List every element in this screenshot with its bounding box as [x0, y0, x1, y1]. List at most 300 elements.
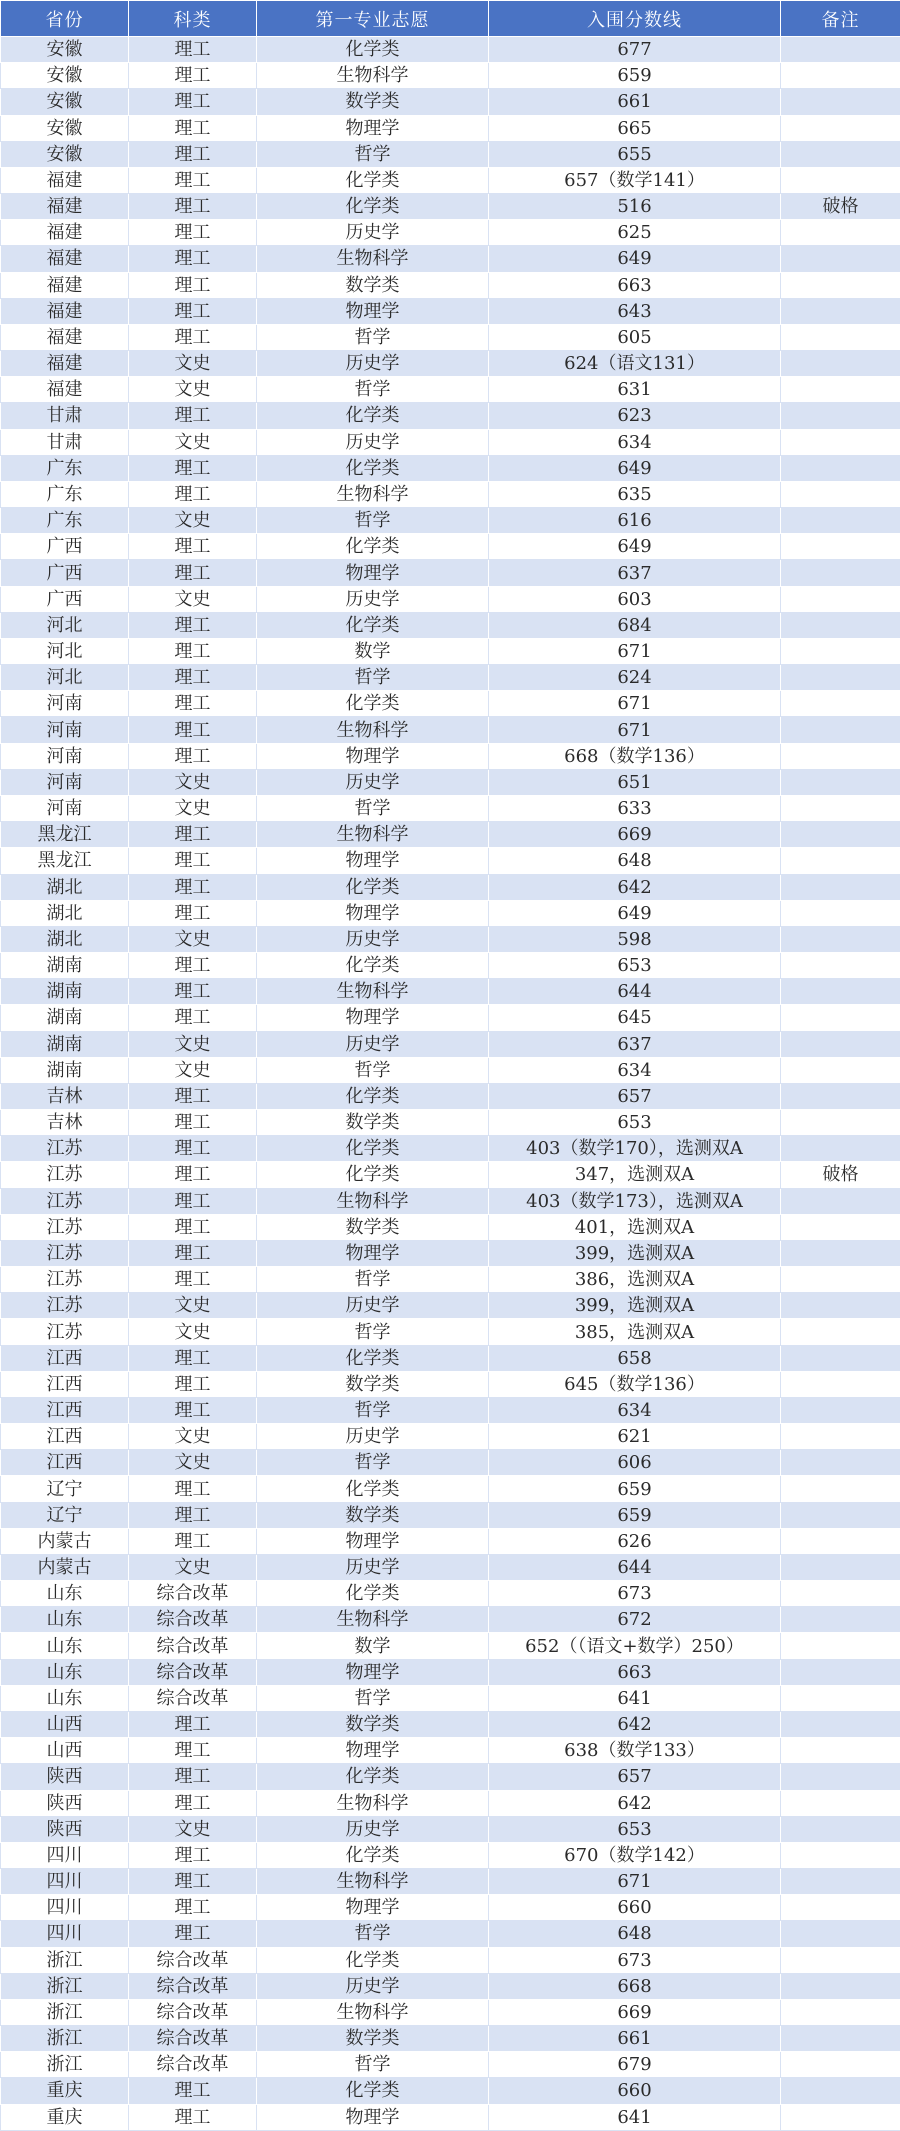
table-row [1, 1502, 900, 1528]
cell-province: 江苏 [1, 1214, 129, 1240]
cell-remarks [781, 1633, 900, 1659]
cell-first-major: 数学类 [257, 89, 489, 115]
cell-cutoff-score: 668（数学136） [489, 743, 781, 769]
cell-category: 综合改革 [129, 1607, 257, 1633]
cell-remarks [781, 953, 900, 979]
cell-province: 广西 [1, 560, 129, 586]
table-row [1, 1214, 900, 1240]
table-row [1, 2078, 900, 2104]
cell-remarks [781, 1502, 900, 1528]
cell-remarks [781, 167, 900, 193]
table-row [1, 822, 900, 848]
cell-remarks [781, 1738, 900, 1764]
cell-first-major: 物理学 [257, 743, 489, 769]
cell-remarks [781, 612, 900, 638]
cell-first-major: 生物科学 [257, 822, 489, 848]
cell-province: 江苏 [1, 1319, 129, 1345]
cell-remarks [781, 822, 900, 848]
table-body [1, 37, 900, 2131]
cell-province: 江西 [1, 1450, 129, 1476]
table-row [1, 324, 900, 350]
cell-category: 理工 [129, 1214, 257, 1240]
cell-province: 福建 [1, 377, 129, 403]
cell-first-major: 数学类 [257, 1110, 489, 1136]
cell-category: 理工 [129, 141, 257, 167]
cell-category: 文史 [129, 1450, 257, 1476]
cell-category: 理工 [129, 665, 257, 691]
cell-province: 四川 [1, 1895, 129, 1921]
cell-remarks [781, 1031, 900, 1057]
cell-cutoff-score: 645 [489, 1005, 781, 1031]
cell-province: 安徽 [1, 115, 129, 141]
cell-remarks [781, 63, 900, 89]
table-row [1, 1633, 900, 1659]
cell-remarks [781, 1345, 900, 1371]
table-row [1, 1869, 900, 1895]
cell-first-major: 生物科学 [257, 717, 489, 743]
cell-first-major: 化学类 [257, 455, 489, 481]
cell-province: 福建 [1, 351, 129, 377]
cell-cutoff-score: 651 [489, 769, 781, 795]
cell-first-major: 哲学 [257, 324, 489, 350]
cell-first-major: 历史学 [257, 1973, 489, 1999]
cell-cutoff-score: 671 [489, 638, 781, 664]
cell-remarks [781, 272, 900, 298]
cell-province: 福建 [1, 220, 129, 246]
cell-province: 福建 [1, 194, 129, 220]
table-row [1, 769, 900, 795]
cell-cutoff-score: 624 [489, 665, 781, 691]
cell-province: 湖北 [1, 926, 129, 952]
cell-remarks [781, 1528, 900, 1554]
cell-cutoff-score: 649 [489, 534, 781, 560]
cell-province: 吉林 [1, 1110, 129, 1136]
cell-first-major: 历史学 [257, 351, 489, 377]
cell-category: 综合改革 [129, 1581, 257, 1607]
cell-province: 广东 [1, 455, 129, 481]
cell-first-major: 化学类 [257, 167, 489, 193]
table-row [1, 665, 900, 691]
cell-category: 文史 [129, 769, 257, 795]
cell-category: 理工 [129, 1005, 257, 1031]
cell-province: 河南 [1, 743, 129, 769]
cell-remarks [781, 1999, 900, 2025]
cell-remarks [781, 455, 900, 481]
cell-remarks [781, 1397, 900, 1423]
cell-cutoff-score: 653 [489, 953, 781, 979]
cell-province: 福建 [1, 298, 129, 324]
cell-first-major: 数学 [257, 1633, 489, 1659]
cell-remarks [781, 1895, 900, 1921]
cell-first-major: 哲学 [257, 665, 489, 691]
cell-cutoff-score: 671 [489, 691, 781, 717]
table-row [1, 1685, 900, 1711]
cell-cutoff-score: 603 [489, 586, 781, 612]
cell-category: 理工 [129, 37, 257, 63]
table-row [1, 1842, 900, 1868]
cell-remarks [781, 508, 900, 534]
cell-cutoff-score: 665 [489, 115, 781, 141]
cell-remarks [781, 1921, 900, 1947]
cell-first-major: 哲学 [257, 795, 489, 821]
cell-first-major: 历史学 [257, 586, 489, 612]
cell-province: 四川 [1, 1921, 129, 1947]
cell-category: 理工 [129, 1162, 257, 1188]
cell-first-major: 化学类 [257, 691, 489, 717]
cell-category: 理工 [129, 89, 257, 115]
cell-first-major: 生物科学 [257, 1607, 489, 1633]
cell-first-major: 历史学 [257, 1031, 489, 1057]
cell-category: 理工 [129, 560, 257, 586]
cell-remarks [781, 926, 900, 952]
cell-cutoff-score: 637 [489, 1031, 781, 1057]
cell-category: 综合改革 [129, 1999, 257, 2025]
cell-category: 理工 [129, 822, 257, 848]
cell-province: 福建 [1, 167, 129, 193]
cell-category: 文史 [129, 586, 257, 612]
cell-remarks [781, 2104, 900, 2130]
cell-category: 理工 [129, 1136, 257, 1162]
table-row [1, 220, 900, 246]
cell-province: 陕西 [1, 1790, 129, 1816]
cell-cutoff-score: 648 [489, 1921, 781, 1947]
cell-remarks [781, 1554, 900, 1580]
cell-category: 综合改革 [129, 1659, 257, 1685]
cell-category: 文史 [129, 377, 257, 403]
cell-first-major: 哲学 [257, 141, 489, 167]
cell-remarks [781, 37, 900, 63]
cell-province: 河南 [1, 769, 129, 795]
table-row [1, 1764, 900, 1790]
cell-cutoff-score: 668 [489, 1973, 781, 1999]
cell-province: 江苏 [1, 1136, 129, 1162]
cell-province: 辽宁 [1, 1476, 129, 1502]
cell-first-major: 生物科学 [257, 63, 489, 89]
cell-remarks [781, 1659, 900, 1685]
table-row [1, 560, 900, 586]
cell-cutoff-score: 648 [489, 848, 781, 874]
table-row [1, 1607, 900, 1633]
cell-cutoff-score: 652（（语文+数学）250） [489, 1633, 781, 1659]
cell-cutoff-score: 684 [489, 612, 781, 638]
cell-remarks [781, 560, 900, 586]
cell-cutoff-score: 403（数学170），选测双A [489, 1136, 781, 1162]
table-row [1, 953, 900, 979]
cell-cutoff-score: 653 [489, 1816, 781, 1842]
cell-remarks [781, 1476, 900, 1502]
cell-cutoff-score: 671 [489, 717, 781, 743]
cell-cutoff-score: 624（语文131） [489, 351, 781, 377]
cell-first-major: 历史学 [257, 1293, 489, 1319]
cell-cutoff-score: 347，选测双A [489, 1162, 781, 1188]
cell-category: 理工 [129, 979, 257, 1005]
table-row [1, 377, 900, 403]
cell-first-major: 哲学 [257, 1397, 489, 1423]
cell-category: 理工 [129, 848, 257, 874]
cell-category: 理工 [129, 324, 257, 350]
cell-first-major: 生物科学 [257, 481, 489, 507]
cell-remarks [781, 795, 900, 821]
cell-category: 理工 [129, 455, 257, 481]
cell-cutoff-score: 635 [489, 481, 781, 507]
table-row [1, 455, 900, 481]
cell-category: 理工 [129, 1397, 257, 1423]
cell-province: 浙江 [1, 1999, 129, 2025]
cell-cutoff-score: 621 [489, 1424, 781, 1450]
cell-province: 河南 [1, 691, 129, 717]
cell-cutoff-score: 403（数学173），选测双A [489, 1188, 781, 1214]
cell-cutoff-score: 679 [489, 2052, 781, 2078]
table-row [1, 272, 900, 298]
cell-cutoff-score: 598 [489, 926, 781, 952]
cell-first-major: 生物科学 [257, 246, 489, 272]
cell-cutoff-score: 663 [489, 272, 781, 298]
cell-first-major: 物理学 [257, 848, 489, 874]
cell-province: 福建 [1, 246, 129, 272]
cell-cutoff-score: 633 [489, 795, 781, 821]
cell-first-major: 化学类 [257, 612, 489, 638]
table-row [1, 1083, 900, 1109]
cell-province: 重庆 [1, 2104, 129, 2130]
header-first-major: 第一专业志愿 [257, 1, 489, 37]
cell-category: 理工 [129, 2078, 257, 2104]
cell-cutoff-score: 672 [489, 1607, 781, 1633]
cell-category: 理工 [129, 1371, 257, 1397]
cell-province: 浙江 [1, 1947, 129, 1973]
cell-province: 江西 [1, 1424, 129, 1450]
cell-remarks [781, 1712, 900, 1738]
table-row [1, 351, 900, 377]
cell-category: 理工 [129, 900, 257, 926]
cell-cutoff-score: 637 [489, 560, 781, 586]
table-row [1, 1528, 900, 1554]
table-row [1, 167, 900, 193]
cell-cutoff-score: 653 [489, 1110, 781, 1136]
cell-first-major: 哲学 [257, 1921, 489, 1947]
table-row [1, 1738, 900, 1764]
cell-cutoff-score: 659 [489, 1502, 781, 1528]
table-row [1, 2104, 900, 2130]
cell-cutoff-score: 642 [489, 1712, 781, 1738]
cell-province: 吉林 [1, 1083, 129, 1109]
cell-category: 理工 [129, 638, 257, 664]
cell-province: 山东 [1, 1607, 129, 1633]
cell-cutoff-score: 516 [489, 194, 781, 220]
cell-province: 江苏 [1, 1267, 129, 1293]
header-category: 科类 [129, 1, 257, 37]
cell-first-major: 物理学 [257, 1895, 489, 1921]
cell-category: 理工 [129, 1502, 257, 1528]
cell-category: 理工 [129, 272, 257, 298]
table-row [1, 1659, 900, 1685]
cell-category: 理工 [129, 1240, 257, 1266]
cell-cutoff-score: 645（数学136） [489, 1371, 781, 1397]
cell-province: 重庆 [1, 2078, 129, 2104]
cell-first-major: 历史学 [257, 429, 489, 455]
cell-remarks [781, 1869, 900, 1895]
table-row [1, 926, 900, 952]
cell-first-major: 物理学 [257, 1240, 489, 1266]
cell-category: 理工 [129, 194, 257, 220]
cell-category: 文史 [129, 1057, 257, 1083]
cell-province: 湖北 [1, 874, 129, 900]
cell-province: 陕西 [1, 1764, 129, 1790]
cell-first-major: 历史学 [257, 220, 489, 246]
cell-remarks [781, 769, 900, 795]
header-remarks: 备注 [781, 1, 900, 37]
cell-province: 江苏 [1, 1293, 129, 1319]
cell-first-major: 生物科学 [257, 1790, 489, 1816]
table-row [1, 1450, 900, 1476]
cell-category: 理工 [129, 1528, 257, 1554]
cell-remarks [781, 1973, 900, 1999]
table-row [1, 638, 900, 664]
cell-province: 甘肃 [1, 429, 129, 455]
cell-first-major: 物理学 [257, 115, 489, 141]
table-row [1, 1921, 900, 1947]
cell-category: 理工 [129, 691, 257, 717]
cell-province: 山东 [1, 1633, 129, 1659]
cell-remarks [781, 481, 900, 507]
cell-remarks [781, 1581, 900, 1607]
cell-province: 河北 [1, 612, 129, 638]
cell-province: 江苏 [1, 1240, 129, 1266]
header-row [1, 1, 900, 37]
cell-cutoff-score: 669 [489, 822, 781, 848]
cell-category: 理工 [129, 612, 257, 638]
cell-remarks [781, 665, 900, 691]
cell-province: 安徽 [1, 63, 129, 89]
cell-category: 理工 [129, 953, 257, 979]
cell-remarks [781, 1319, 900, 1345]
cell-remarks [781, 1371, 900, 1397]
table-row [1, 1057, 900, 1083]
cell-cutoff-score: 649 [489, 455, 781, 481]
cell-category: 理工 [129, 1188, 257, 1214]
table-row [1, 37, 900, 63]
cell-remarks [781, 1424, 900, 1450]
cell-first-major: 化学类 [257, 1842, 489, 1868]
cell-remarks [781, 1685, 900, 1711]
cell-first-major: 数学 [257, 638, 489, 664]
cell-category: 文史 [129, 1293, 257, 1319]
cell-cutoff-score: 643 [489, 298, 781, 324]
cell-category: 理工 [129, 1842, 257, 1868]
cell-first-major: 历史学 [257, 1816, 489, 1842]
cell-first-major: 生物科学 [257, 1188, 489, 1214]
cell-cutoff-score: 659 [489, 1476, 781, 1502]
cell-remarks [781, 900, 900, 926]
cell-remarks [781, 1214, 900, 1240]
cell-category: 文史 [129, 351, 257, 377]
cell-remarks [781, 1267, 900, 1293]
cell-cutoff-score: 657（数学141） [489, 167, 781, 193]
cell-cutoff-score: 663 [489, 1659, 781, 1685]
cell-province: 河北 [1, 665, 129, 691]
cell-remarks [781, 89, 900, 115]
cell-remarks [781, 351, 900, 377]
cell-cutoff-score: 673 [489, 1581, 781, 1607]
table-row [1, 1345, 900, 1371]
table-row [1, 1554, 900, 1580]
cell-category: 理工 [129, 115, 257, 141]
cell-remarks [781, 1764, 900, 1790]
table-row [1, 141, 900, 167]
cell-first-major: 生物科学 [257, 1869, 489, 1895]
cell-remarks [781, 1188, 900, 1214]
cell-province: 山西 [1, 1738, 129, 1764]
cell-remarks [781, 1790, 900, 1816]
cell-category: 理工 [129, 1476, 257, 1502]
cell-first-major: 数学类 [257, 1712, 489, 1738]
cell-category: 理工 [129, 403, 257, 429]
cell-remarks [781, 246, 900, 272]
cell-cutoff-score: 638（数学133） [489, 1738, 781, 1764]
table-row [1, 1790, 900, 1816]
cell-remarks [781, 1293, 900, 1319]
cell-remarks [781, 220, 900, 246]
cell-first-major: 历史学 [257, 769, 489, 795]
cell-category: 理工 [129, 481, 257, 507]
cell-province: 山东 [1, 1685, 129, 1711]
cell-cutoff-score: 642 [489, 1790, 781, 1816]
cell-first-major: 化学类 [257, 534, 489, 560]
cell-category: 理工 [129, 1345, 257, 1371]
cell-category: 综合改革 [129, 1947, 257, 1973]
cell-category: 理工 [129, 1083, 257, 1109]
table-row [1, 298, 900, 324]
cell-category: 理工 [129, 1110, 257, 1136]
cell-remarks [781, 115, 900, 141]
cell-category: 文史 [129, 1424, 257, 1450]
cell-category: 文史 [129, 1031, 257, 1057]
table-row [1, 481, 900, 507]
cell-remarks [781, 1450, 900, 1476]
table-row [1, 1816, 900, 1842]
cell-cutoff-score: 670（数学142） [489, 1842, 781, 1868]
cell-remarks [781, 377, 900, 403]
cell-cutoff-score: 644 [489, 1554, 781, 1580]
cell-first-major: 化学类 [257, 1083, 489, 1109]
table-row [1, 1476, 900, 1502]
table-row [1, 1319, 900, 1345]
cell-cutoff-score: 386，选测双A [489, 1267, 781, 1293]
cell-first-major: 化学类 [257, 1476, 489, 1502]
cell-remarks [781, 638, 900, 664]
cell-first-major: 化学类 [257, 403, 489, 429]
header-cutoff-score: 入围分数线 [489, 1, 781, 37]
table-row [1, 1240, 900, 1266]
table-row [1, 717, 900, 743]
cell-first-major: 化学类 [257, 2078, 489, 2104]
cell-category: 理工 [129, 167, 257, 193]
cell-category: 文史 [129, 795, 257, 821]
cell-category: 理工 [129, 1267, 257, 1293]
cell-province: 浙江 [1, 1973, 129, 1999]
cell-province: 山西 [1, 1712, 129, 1738]
cell-province: 浙江 [1, 2026, 129, 2052]
cell-cutoff-score: 659 [489, 63, 781, 89]
cell-remarks [781, 586, 900, 612]
cell-remarks [781, 324, 900, 350]
table-row [1, 743, 900, 769]
cell-province: 福建 [1, 324, 129, 350]
cell-cutoff-score: 399，选测双A [489, 1240, 781, 1266]
cell-first-major: 化学类 [257, 37, 489, 63]
cell-remarks [781, 743, 900, 769]
cell-province: 四川 [1, 1842, 129, 1868]
cell-province: 安徽 [1, 37, 129, 63]
